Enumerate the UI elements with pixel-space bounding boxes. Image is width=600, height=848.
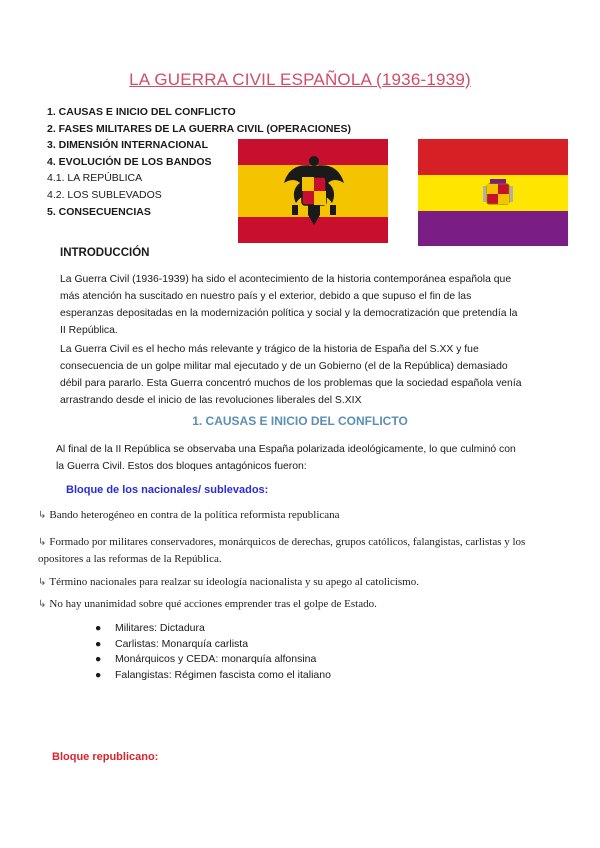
nacionales-point [38, 507, 340, 524]
intro-heading: INTRODUCCIÓN [60, 247, 150, 259]
paragraph-line: débil para pararlo. Esta Guerra concentró muchos de los problemas que la sociedad española venía [60, 378, 522, 389]
point-text: No hay unanimidad sobre qué acciones emprender tras el golpe de Estado. [49, 598, 377, 610]
toc-item: 4.2. LOS SUBLEVADOS [47, 188, 162, 201]
bullet-icon: ● [95, 637, 102, 650]
arrow-icon: ↳ [38, 537, 47, 548]
point-text: Bando heterogéneo en contra de la política reformista republicana [49, 509, 340, 521]
republicano-heading: Bloque republicano: [52, 751, 159, 763]
factions-bullet-list [95, 621, 331, 683]
paragraph-line: más atención ha suscitado en nuestro país y el exterior, debido a que supuso el fin de las [60, 291, 472, 302]
bullet-icon: ● [95, 668, 102, 681]
bullet-icon: ● [95, 622, 102, 634]
point-text: Formado por militares conservadores, monárquicos de derechas, grupos católicos, falangistas, carlistas y los [49, 536, 526, 548]
arrow-icon: ↳ [38, 577, 47, 588]
toc-item: 2. FASES MILITARES DE LA GUERRA CIVIL (OPERACIONES) [47, 122, 351, 135]
toc-item: 5. CONSECUENCIAS [47, 205, 151, 218]
nacionales-heading: Bloque de los nacionales/ sublevados: [66, 484, 269, 496]
toc-item: 1. CAUSAS E INICIO DEL CONFLICTO [47, 106, 236, 118]
arrow-icon: ↳ [38, 599, 47, 610]
paragraph-line: La Guerra Civil (1936-1939) ha sido el acontecimiento de la historia contemporánea española que [60, 274, 512, 285]
paragraph-line: Al final de la II República se observaba una España polarizada ideológicamente, lo que culminó con [56, 444, 516, 455]
paragraph-line: consecuencia de un golpe militar mal ejecutado y de un Gobierno (el de la República) demasiado [60, 361, 508, 372]
page-title: LA GUERRA CIVIL ESPAÑOLA (1936-1939) [129, 70, 471, 89]
toc-item: 4. EVOLUCIÓN DE LOS BANDOS [47, 155, 212, 168]
intro-paragraph-2 [60, 341, 560, 409]
section-1-paragraph [56, 441, 576, 475]
paragraph-line: esperanzas depositadas en la modernización política y social y la democratización que pretendía la [60, 308, 518, 319]
nationalist-flag-image [238, 139, 388, 243]
list-item: ● Monárquicos y CEDA: monarquía alfonsina [95, 652, 331, 668]
toc-item: 4.1. LA REPÚBLICA [47, 172, 143, 185]
list-item: ● Militares: Dictadura [95, 621, 331, 637]
bullet-icon: ● [95, 653, 102, 665]
list-item: ● Falangistas: Régimen fascista como el italiano [95, 668, 331, 684]
point-text: Término nacionales para realzar su ideología nacionalista y su apego al catolicismo. [49, 576, 419, 588]
toc-item: 3. DIMENSIÓN INTERNACIONAL [47, 139, 209, 152]
section-1-heading: 1. CAUSAS E INICIO DEL CONFLICTO [192, 414, 408, 428]
intro-paragraph-1 [60, 271, 560, 339]
paragraph-line: La Guerra Civil es el hecho más relevante y trágico de la historia de España del S.XX y fue [60, 344, 479, 355]
nacionales-point [38, 574, 419, 591]
republican-flag-image [418, 139, 568, 246]
list-item: ● Carlistas: Monarquía carlista [95, 637, 331, 653]
point-text-continued: opositores a las reformas de la República. [38, 553, 222, 565]
paragraph-line: II República. [60, 325, 118, 336]
paragraph-line: la Guerra Civil. Estos dos bloques antagónicos fueron: [56, 461, 307, 472]
nacionales-point [38, 534, 578, 568]
nacionales-point [38, 596, 377, 613]
paragraph-line: arrastrando desde el inicio de las revoluciones liberales del S.XIX [60, 395, 362, 406]
arrow-icon: ↳ [38, 510, 47, 521]
